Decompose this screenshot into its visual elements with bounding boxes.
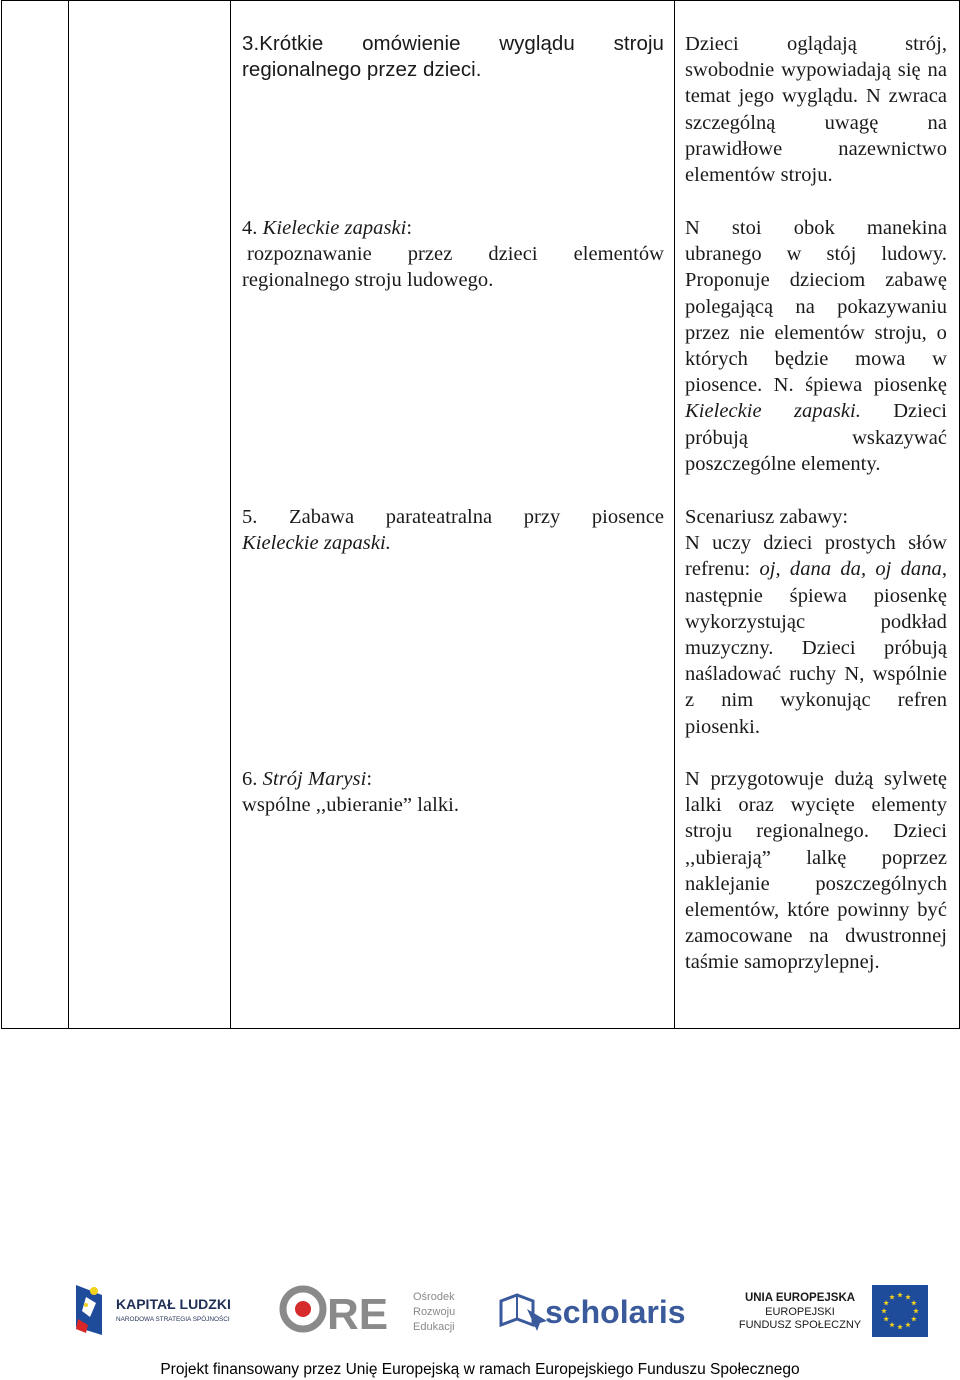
kapital-ludzki-logo: [72, 1281, 242, 1337]
activity-4: [241, 215, 664, 504]
activity-3-title: Krótkie omówienie wyglądu stroju: [259, 32, 664, 55]
activity-4-colon: :: [406, 217, 413, 239]
activity-3: [241, 31, 664, 215]
activity-6-desc: wspólne ,,ubieranie” lalki.: [242, 794, 460, 817]
table-row: [2, 1, 960, 1029]
activity-5-title: 5. Zabawa parateatralna przy piosence: [242, 506, 664, 528]
empty-cell-1: [2, 1, 69, 1029]
eu-line2: EUROPEJSKI: [765, 1306, 835, 1318]
ore-letters-text: RE: [327, 1290, 389, 1339]
activity-4-number: 4.: [242, 217, 263, 239]
description-4-text-cont: Dzieci próbują wskazywać poszczególne elementy.: [685, 400, 947, 475]
activity-5: [241, 504, 664, 766]
scholaris-emblem-icon: [497, 1287, 687, 1335]
footer-note: Projekt finansowany przez Unię Europejską w ramach Europejskiego Funduszu Społecznego: [160, 1361, 800, 1378]
scholaris-logo: [497, 1287, 687, 1335]
kapital-ludzki-emblem-icon: [72, 1281, 242, 1337]
ore-logo: [279, 1283, 469, 1339]
activity-4-title: Kieleckie zapaski: [262, 217, 407, 239]
ore-emblem-icon: [279, 1283, 469, 1339]
activity-4-desc-cont: regionalnego stroju ludowego.: [242, 269, 494, 292]
activity-6-number: 6.: [242, 768, 263, 790]
ore-line1: Ośrodek: [413, 1291, 455, 1303]
description-5-refrain: oj, dana da, oj dana: [759, 558, 942, 581]
description-5-text: N uczy dzieci prostych słów refrenu:: [685, 532, 947, 581]
eu-flag-icon: [730, 1283, 930, 1339]
description-6: N przygotowuje dużą sylwetę lalki oraz wycięte elementy stroju regionalnego. Dzieci ,,ubierają” lalkę poprzez naklejanie poszczególnych elementów, które powinny być zamocowane na dwustronnej taśmie samoprzylepnej.: [685, 768, 947, 974]
description-column: [675, 1, 960, 1029]
empty-cell-2: [69, 1, 231, 1029]
kapital-subtitle: NARODOWA STRATEGIA SPÓJNOŚCI: [116, 1316, 230, 1323]
description-4: [685, 215, 947, 504]
description-5-heading: Scenariusz zabawy:: [685, 506, 849, 528]
activity-3-number: 3.: [242, 32, 260, 55]
kapital-title: KAPITAŁ LUDZKI: [116, 1296, 231, 1312]
ore-line2: Rozwoju: [413, 1306, 456, 1318]
eu-line3: FUNDUSZ SPOŁECZNY: [738, 1319, 862, 1331]
activity-6-colon: :: [366, 768, 373, 790]
activity-3-title-cont: regionalnego przez dzieci.: [242, 58, 482, 82]
activities-column: [231, 1, 675, 1029]
activity-5-song: Kieleckie zapaski.: [242, 532, 391, 555]
description-3: Dzieci oglądają strój, swobodnie wypowiadają się na temat jego wyglądu. N zwraca szczególną uwagę na prawidłowe nazewnictwo elementów stroju.: [685, 33, 947, 187]
eu-logo: [730, 1283, 930, 1339]
eu-line1: UNIA EUROPEJSKA: [744, 1292, 856, 1304]
description-5: [685, 504, 947, 766]
activity-4-desc: rozpoznawanie przez dzieci elementów: [247, 243, 664, 266]
description-4-text: N stoi obok manekina ubranego w stój ludowy. Proponuje dzieciom zabawę polegającą na pokazywaniu przez nie elementów stroju, o których będzie mowa w piosence. N. śpiewa piosenkę: [685, 217, 947, 397]
activity-6: [241, 766, 664, 818]
scholaris-text: scholaris: [545, 1294, 686, 1330]
scenario-table: [1, 0, 960, 1029]
ore-line3: Edukacji: [413, 1321, 455, 1333]
activity-6-title: Strój Marysi: [262, 768, 367, 790]
description-5-text-cont: , następnie śpiewa piosenkę wykorzystując podkład muzyczny. Dzieci próbują naśladować ruchy N, wspólnie z nim wykonując refren piosenki.: [685, 558, 947, 738]
description-4-song: Kieleckie zapaski.: [685, 400, 861, 423]
